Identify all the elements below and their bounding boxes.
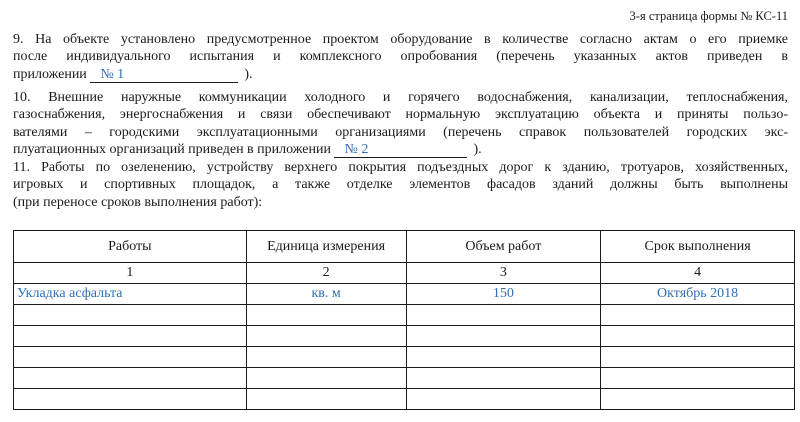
works-table <box>13 230 795 410</box>
volume-cell[interactable] <box>406 368 601 389</box>
table-row <box>14 347 795 368</box>
table-row <box>14 284 795 305</box>
work-name-cell[interactable] <box>14 389 247 410</box>
item-10-line-2: газоснабжения, энергоснабжения и связи обеспечивают нормальную эксплуатацию объекта и приняты пользо- <box>13 107 788 123</box>
column-number-row <box>14 263 795 284</box>
item-10-line-4 <box>13 141 788 158</box>
unit-cell[interactable] <box>246 305 406 326</box>
column-header-deadline: Срок выполнения <box>601 231 795 263</box>
item-9-appendix-field[interactable]: № 1 <box>90 67 238 83</box>
unit-cell[interactable] <box>246 368 406 389</box>
deadline-cell[interactable] <box>601 368 795 389</box>
item-10-line-1: 10. Внешние наружные коммуникации холодного и горячего водоснабжения, канализации, теплоснабжения, <box>13 90 788 105</box>
table-row <box>14 368 795 389</box>
works-table-header-row <box>14 231 795 263</box>
work-name-cell[interactable] <box>14 347 247 368</box>
deadline-cell[interactable] <box>601 305 795 326</box>
volume-cell[interactable] <box>406 305 601 326</box>
unit-cell[interactable]: кв. м <box>246 284 406 305</box>
deadline-cell[interactable] <box>601 389 795 410</box>
column-header-volume: Объем работ <box>406 231 601 263</box>
item-10-appendix-field[interactable]: № 2 <box>334 142 467 158</box>
item-9-appendix-prefix: приложении <box>13 66 87 82</box>
item-11-line-2: игровых и спортивных площадок, а также отделке элементов фасадов зданий должны быть выполнены <box>13 177 788 193</box>
column-number: 1 <box>14 263 247 284</box>
volume-cell[interactable] <box>406 347 601 368</box>
column-header-unit: Единица измерения <box>246 231 406 263</box>
item-9-line-2: после индивидуального испытания и комплексного опробования (перечень указанных актов приведен в <box>13 49 788 65</box>
volume-cell[interactable]: 150 <box>406 284 601 305</box>
item-9-line-3 <box>13 66 788 83</box>
form-page-label: 3-я страница формы № КС-11 <box>629 9 788 23</box>
table-row <box>14 326 795 347</box>
item-9-paragraph <box>13 31 788 83</box>
work-name-cell[interactable]: Укладка асфальта <box>14 284 247 305</box>
table-row <box>14 389 795 410</box>
item-11-paragraph <box>13 159 788 211</box>
item-9-line-1: 9. На объекте установлено предусмотренное проектом оборудование в количестве согласно актам о его приемке <box>13 32 788 47</box>
column-number: 2 <box>246 263 406 284</box>
column-header-works: Работы <box>14 231 247 263</box>
item-10-appendix-suffix: ). <box>473 142 482 158</box>
deadline-cell[interactable]: Октябрь 2018 <box>601 284 795 305</box>
column-number: 3 <box>406 263 601 284</box>
work-name-cell[interactable] <box>14 326 247 347</box>
work-name-cell[interactable] <box>14 368 247 389</box>
unit-cell[interactable] <box>246 389 406 410</box>
volume-cell[interactable] <box>406 326 601 347</box>
deadline-cell[interactable] <box>601 347 795 368</box>
item-11-line-3: (при переносе сроков выполнения работ): <box>13 194 263 210</box>
table-row <box>14 305 795 326</box>
deadline-cell[interactable] <box>601 326 795 347</box>
item-10-appendix-prefix: плуатационных организаций приведен в приложении <box>13 142 331 158</box>
volume-cell[interactable] <box>406 389 601 410</box>
item-10-paragraph <box>13 89 788 159</box>
unit-cell[interactable] <box>246 347 406 368</box>
item-10-line-3: вателями – городскими эксплуатационными организациями (перечень справок пользователей городских экс- <box>13 124 788 140</box>
unit-cell[interactable] <box>246 326 406 347</box>
item-11-line-1: 11. Работы по озеленению, устройству верхнего покрытия подъездных дорог к зданию, тротуаров, хозяйственных, <box>13 160 788 175</box>
item-9-appendix-suffix: ). <box>244 66 253 82</box>
work-name-cell[interactable] <box>14 305 247 326</box>
column-number: 4 <box>601 263 795 284</box>
